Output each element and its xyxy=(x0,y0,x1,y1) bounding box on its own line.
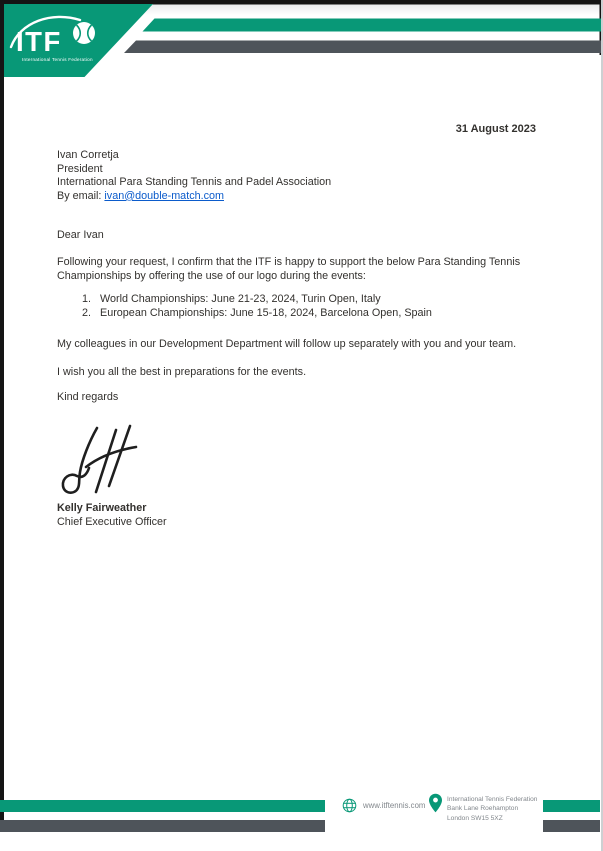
signer-title: Chief Executive Officer xyxy=(57,515,167,528)
recipient-organisation: International Para Standing Tennis and Padel Association xyxy=(57,176,332,189)
footer-website: www.itftennis.com xyxy=(363,801,426,810)
location-pin-icon xyxy=(429,793,442,813)
footer-right-green-stripe xyxy=(543,800,600,812)
salutation: Dear Ivan xyxy=(57,229,104,241)
page-left-border xyxy=(0,0,4,832)
list-item-2-number: 2. xyxy=(82,307,92,319)
list-item-2: European Championships: June 15-18, 2024, Barcelona Open, Spain xyxy=(100,307,432,319)
header-slate-stripe xyxy=(124,41,603,54)
signature-image xyxy=(55,418,165,513)
footer-left-green-stripe xyxy=(0,800,325,812)
logo-subtext: International Tennis Federation xyxy=(22,57,93,62)
footer-address-line-1: International Tennis Federation xyxy=(447,796,538,803)
closing: Kind regards xyxy=(57,391,119,403)
recipient-name: Ivan Corretja xyxy=(57,149,119,161)
globe-icon xyxy=(342,798,357,813)
letterhead-banner xyxy=(0,0,603,85)
footer-right-slate-stripe xyxy=(543,820,600,832)
email-label: By email: xyxy=(57,189,105,202)
logo-itf-text: ITF xyxy=(16,26,62,57)
footer-address-line-3: London SW15 5XZ xyxy=(447,814,503,822)
signer-name: Kelly Fairweather xyxy=(57,502,147,514)
top-black-bar xyxy=(0,0,603,5)
header-green-stripe xyxy=(143,19,603,32)
letter-date: 31 August 2023 xyxy=(455,123,536,135)
email-link[interactable]: ivan@double-match.com xyxy=(104,189,224,202)
list-item-1-number: 1. xyxy=(82,293,92,305)
recipient-email-line xyxy=(57,190,224,204)
paragraph-2: My colleagues in our Development Department will follow up separately with you and your team. xyxy=(57,338,517,350)
paragraph-3: I wish you all the best in preparations for the events. xyxy=(57,366,307,378)
paragraph-1-line-1: Following your request, I confirm that the ITF is happy to support the below Para Standing Tennis xyxy=(57,256,521,268)
paragraph-1-line-2: Championships by offering the use of our logo during the events: xyxy=(57,270,366,282)
list-item-1: World Championships: June 21-23, 2024, Turin Open, Italy xyxy=(100,293,381,305)
footer-left-slate-stripe xyxy=(0,820,325,832)
footer-address-line-2: Bank Lane Roehampton xyxy=(447,805,519,813)
tennis-ball-icon xyxy=(73,22,95,44)
recipient-title: President xyxy=(57,162,103,175)
footer-address xyxy=(447,795,537,823)
